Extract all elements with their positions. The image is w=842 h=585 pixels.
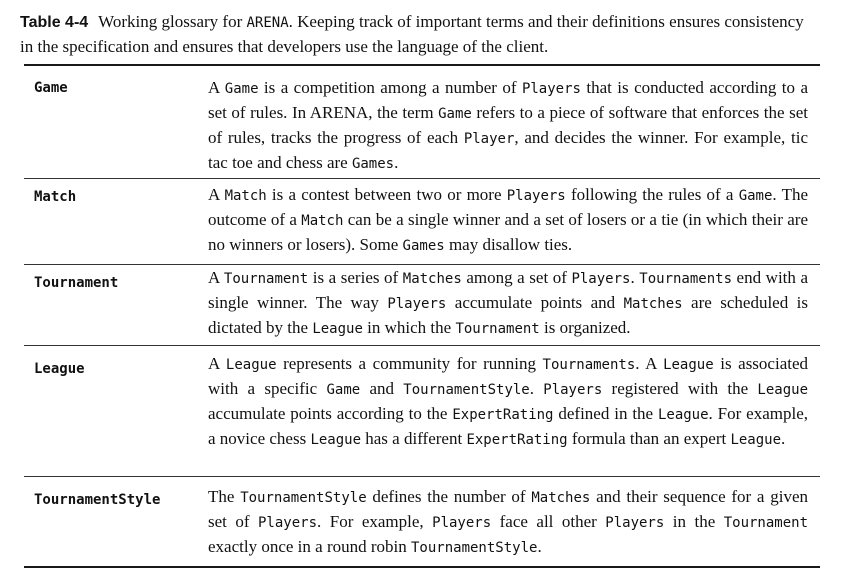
- definition-text: can be a single winner and a set of losers or a tie (in which their are no winners or losers). Some: [208, 210, 808, 254]
- definition-text: . The outcome of a: [208, 185, 808, 229]
- term-league: League: [34, 361, 85, 377]
- code-term: TournamentStyle: [403, 382, 530, 398]
- definition-text: .: [781, 429, 786, 448]
- definition-text: defined in the: [553, 404, 658, 423]
- code-term: Matches: [402, 271, 462, 287]
- definition-text: may disallow ties.: [444, 235, 573, 254]
- definition-text: . For example, a novice chess: [208, 404, 808, 448]
- code-term: TournamentStyle: [240, 490, 367, 506]
- definition-text: has a different: [361, 429, 467, 448]
- definition-text: .: [394, 153, 399, 172]
- code-term: Players: [543, 382, 603, 398]
- term-match: Match: [34, 189, 77, 205]
- definition-text: in the: [664, 512, 724, 531]
- definition-text: A: [208, 354, 226, 373]
- table-number: Table 4-4: [20, 14, 89, 31]
- term-tournamentstyle: TournamentStyle: [34, 492, 161, 508]
- definition-text: registered with the: [602, 379, 758, 398]
- code-term: Match: [224, 188, 267, 204]
- row-divider: [24, 264, 820, 265]
- definition-text: A: [208, 185, 225, 204]
- definition-text: A: [208, 78, 225, 97]
- code-term: Tournament: [223, 271, 309, 287]
- code-term: Games: [402, 238, 445, 254]
- code-term: Game: [326, 382, 361, 398]
- code-term: TournamentStyle: [411, 540, 538, 556]
- code-term: Matches: [623, 296, 683, 312]
- code-term: League: [312, 321, 363, 337]
- definition-text: accumulate points and: [446, 293, 624, 312]
- row-divider: [24, 178, 820, 179]
- definition-text: .: [537, 537, 542, 556]
- definition-text: that is conducted according to a set of rules. In ARENA, the term: [208, 78, 809, 122]
- definition-game: [208, 76, 808, 176]
- code-term: League: [663, 357, 714, 373]
- code-term: Tournament: [723, 515, 809, 531]
- code-term: Players: [258, 515, 318, 531]
- code-term: Players: [432, 515, 492, 531]
- definition-text: face all other: [491, 512, 606, 531]
- code-term: Player: [463, 131, 515, 147]
- definition-text: is a competition among a number of: [258, 78, 522, 97]
- term-tournament: Tournament: [34, 275, 119, 291]
- code-term: Matches: [531, 490, 591, 506]
- definition-text: formula than an expert: [567, 429, 731, 448]
- definition-text: . For example,: [317, 512, 433, 531]
- code-term: Game: [224, 81, 259, 97]
- code-term: Players: [521, 81, 581, 97]
- definition-text: .: [630, 268, 640, 287]
- definition-text: and: [360, 379, 404, 398]
- definition-tournamentstyle: [208, 485, 808, 560]
- table-bottom-rule: [24, 566, 820, 568]
- code-term: Players: [506, 188, 566, 204]
- code-term: Games: [351, 156, 395, 172]
- row-divider: [24, 476, 820, 477]
- code-term: Tournaments: [639, 271, 732, 287]
- definition-match: [208, 183, 808, 258]
- definition-text: in which the: [362, 318, 456, 337]
- definition-text: is organized.: [539, 318, 631, 337]
- definition-tournament: [208, 266, 808, 341]
- definition-text: accumulate points according to the: [208, 404, 453, 423]
- code-term: League: [757, 382, 808, 398]
- definition-text: are scheduled is dictated by the: [208, 293, 808, 337]
- code-term: ExpertRating: [466, 432, 568, 448]
- code-term: League: [730, 432, 782, 448]
- table-top-rule: [24, 64, 820, 66]
- definition-text: , and decides the winner. For example, tic tac toe and chess are: [208, 128, 809, 172]
- code-term: Players: [605, 515, 665, 531]
- definition-text: is a series of: [308, 268, 403, 287]
- definition-text: is a contest between two or more: [266, 185, 507, 204]
- term-game: Game: [34, 80, 68, 96]
- definition-text: A: [208, 268, 224, 287]
- definition-text: following the rules of a: [565, 185, 739, 204]
- code-term: League: [310, 432, 362, 448]
- definition-text: represents a community for running: [276, 354, 543, 373]
- definition-text: and their sequence for a given set of: [208, 487, 808, 531]
- code-term: Players: [571, 271, 631, 287]
- code-term: ExpertRating: [452, 407, 554, 423]
- definition-text: refers to a piece of software that enforces the set of rules, tracks the progress of each: [208, 103, 808, 147]
- definition-text: defines the number of: [366, 487, 532, 506]
- caption-text-before: Working glossary for: [98, 12, 243, 31]
- definition-text: is associated with a specific: [208, 354, 809, 398]
- definition-text: The: [208, 487, 241, 506]
- definition-league: [208, 352, 808, 452]
- definition-text: among a set of: [461, 268, 572, 287]
- table-caption: [20, 10, 820, 58]
- caption-code: ARENA: [246, 15, 289, 31]
- definition-text: exactly once in a round robin: [208, 537, 411, 556]
- code-term: Players: [387, 296, 447, 312]
- code-term: Match: [301, 213, 344, 229]
- code-term: League: [225, 357, 277, 373]
- code-term: Game: [438, 106, 472, 122]
- row-divider: [24, 345, 820, 346]
- definition-text: end with a single winner. The way: [208, 268, 808, 312]
- code-term: Game: [738, 188, 773, 204]
- code-term: League: [657, 407, 709, 423]
- code-term: Tournament: [455, 321, 540, 337]
- definition-text: . A: [635, 354, 664, 373]
- definition-text: .: [529, 379, 544, 398]
- code-term: Tournaments: [542, 357, 636, 373]
- caption-text-after: . Keeping track of important terms and their definitions ensures consistency in the specification and ensures that developers use the language of the client.: [20, 12, 804, 56]
